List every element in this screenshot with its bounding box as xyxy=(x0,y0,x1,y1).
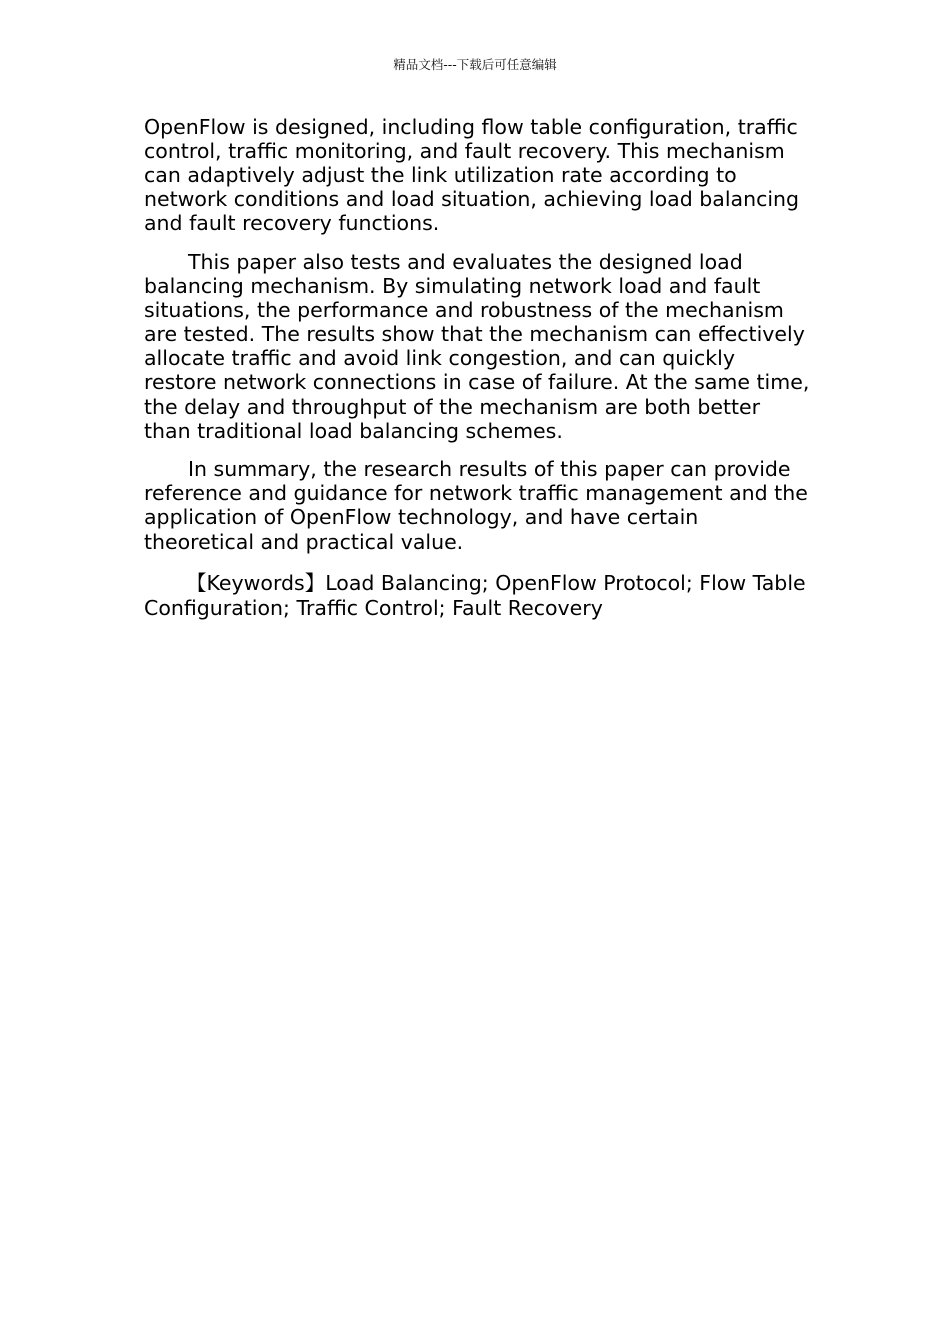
body-text xyxy=(144,115,812,635)
page-header-watermark: 精品文档---下载后可任意编辑 xyxy=(393,57,557,72)
paragraph-openflow-design: OpenFlow is designed, including flow table configuration, traffic control, traffic monitoring, and fault recovery. This mechanism can adaptively adjust the link utilization rate according to network conditions and load situation, achieving load balancing and fault recovery functions. xyxy=(144,115,800,236)
paragraph-testing-evaluation: This paper also tests and evaluates the designed load balancing mechanism. By simulating network load and fault situations, the performance and robustness of the mechanism are tested. The results show that the mechanism can effectively allocate traffic and avoid link congestion, and can quickly restore network connections in case of failure. At the same time, the delay and throughput of the mechanism are both better than traditional load balancing schemes. xyxy=(144,249,810,443)
paragraph-summary: In summary, the research results of this paper can provide reference and guidance for network traffic management and the application of OpenFlow technology, and have certain theoretical and practical value. xyxy=(144,457,808,554)
keywords-line: 【Keywords】Load Balancing; OpenFlow Protocol; Flow Table Configuration; Traffic Control; Fault Recovery xyxy=(144,570,806,620)
